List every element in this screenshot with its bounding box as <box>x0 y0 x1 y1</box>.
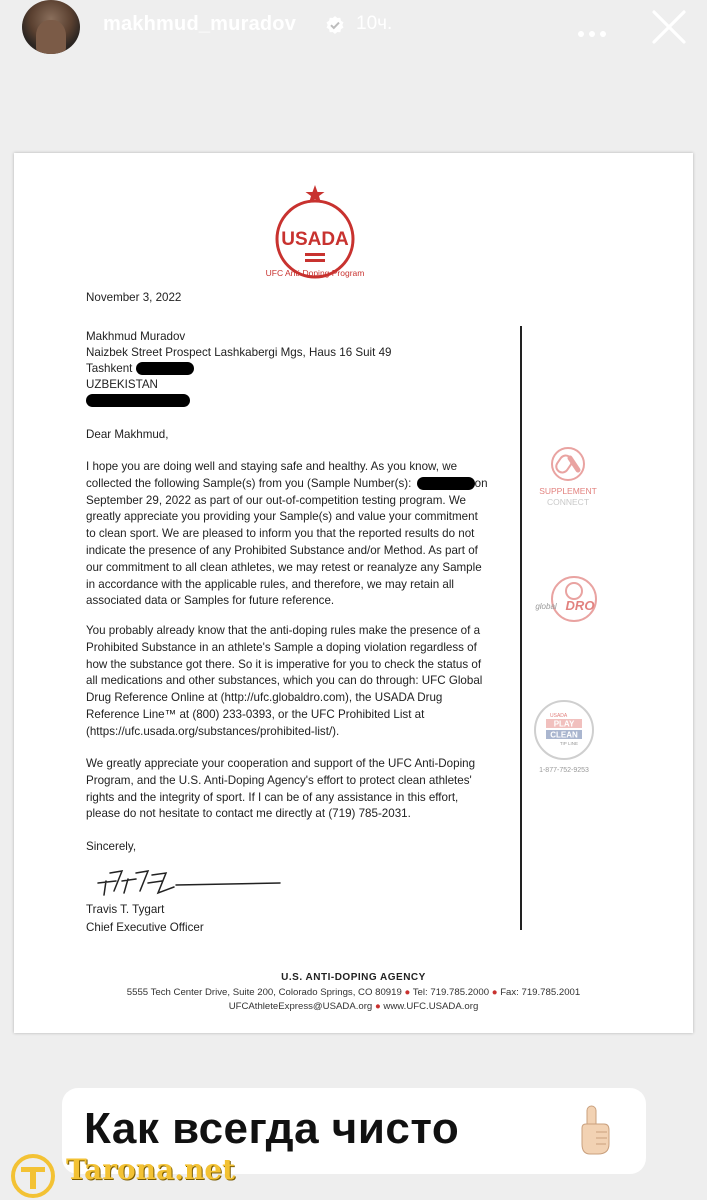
supplement-connect-icon <box>538 446 598 516</box>
recipient-street: Naizbek Street Prospect Lashkabergi Mgs, Haus 16 Suit 49 <box>86 346 392 359</box>
usada-logo <box>272 183 358 279</box>
post-time: 10ч. <box>356 13 393 34</box>
svg-text:TIP LINE: TIP LINE <box>559 741 578 746</box>
svg-text:SUPPLEMENT: SUPPLEMENT <box>539 486 597 496</box>
program-name: UFC Anti-Doping Program <box>265 268 365 278</box>
sidebar-divider <box>520 326 522 930</box>
letter-date: November 3, 2022 <box>86 291 182 304</box>
tarona-logo-icon <box>10 1153 56 1199</box>
avatar[interactable] <box>22 0 80 54</box>
caption-text: Как всегда чисто <box>84 1104 460 1153</box>
signer-title: Chief Executive Officer <box>86 921 204 934</box>
paragraph-1: I hope you are doing well and staying safe and healthy. As you know, we collected the following Sample(s) from you (Sample Number(s): on September 29, 2022 as part of our out-of-competition testing program. We greatly appreciate you providing your Sample(s) and value your commitment to clean sport. We are pleased to inform you that the reported results do not indicate the presence of any Prohibited Substance and/or Method. As part of our commitment to all clean athletes, we may retest or reanalyze any Sample in accordance with the applicable rules, and therefore, we may retain all associated data or Samples for future reference. <box>86 460 488 608</box>
redaction-mark <box>86 394 190 407</box>
recipient-city: Tashkent <box>86 362 133 375</box>
paragraph-3: We greatly appreciate your cooperation and support of the UFC Anti-Doping Program, and the U.S. Anti-Doping Agency's effort to protect clean athletes' rights and the integrity of sport. If I can be of any assistance in this effort, please do not hesitate to contact me directly at (719) 785-2031. <box>86 757 476 821</box>
redaction-mark <box>417 477 475 490</box>
svg-text:PLAY: PLAY <box>553 719 575 729</box>
recipient-address <box>86 329 391 409</box>
verified-badge-icon <box>325 15 345 35</box>
pointing-up-hand-icon <box>574 1102 614 1158</box>
signer-name: Travis T. Tygart <box>86 903 165 916</box>
footer-agency: U.S. ANTI-DOPING AGENCY <box>281 972 426 983</box>
svg-text:USADA: USADA <box>550 713 568 719</box>
footer-contact-line: 5555 Tech Center Drive, Suite 200, Colorado Springs, CO 80919 ● Tel: 719.785.2000 ● Fax: 719.785.2001 <box>126 987 581 998</box>
svg-text:CONNECT: CONNECT <box>546 497 590 507</box>
username[interactable]: makhmud_muradov <box>103 13 297 35</box>
svg-text:CLEAN: CLEAN <box>550 730 578 740</box>
recipient-name: Makhmud Muradov <box>86 330 186 343</box>
global-dro-icon <box>528 573 600 631</box>
close-icon[interactable] <box>648 6 690 48</box>
recipient-country: UZBEKISTAN <box>86 378 158 391</box>
watermark-text: Tarona.net <box>66 1153 236 1186</box>
closing: Sincerely, <box>86 840 137 853</box>
play-clean-tipline-icon <box>530 698 598 776</box>
story-header <box>0 0 707 60</box>
svg-text:DRO: DRO <box>565 598 595 613</box>
svg-text:1-877-752-9253: 1-877-752-9253 <box>539 767 589 774</box>
redaction-mark <box>136 362 194 375</box>
svg-text:global: global <box>535 602 557 611</box>
usada-letter <box>14 153 693 1033</box>
more-options-icon[interactable] <box>578 24 614 32</box>
signer-block <box>86 902 204 938</box>
footer-web-line: UFCAthleteExpress@USADA.org ● www.UFC.USADA.org <box>228 1001 479 1012</box>
paragraph-2: You probably already know that the anti-doping rules make the presence of a Prohibited Substance in an athlete's Sample a doping violation regardless of how the substance got there. So it is imperative for you to check the status of all medications and other substances, which you can do through: UFC Global Drug Reference Online at (http://ufc.globaldro.com), the USADA Drug Reference Line™ at (800) 233-0393, or the UFC Prohibited List at (https://ufc.usada.org/substances/prohibited-list/). <box>86 624 483 738</box>
logo-text: USADA <box>281 229 349 250</box>
signature <box>92 861 282 901</box>
greeting: Dear Makhmud, <box>86 428 169 441</box>
